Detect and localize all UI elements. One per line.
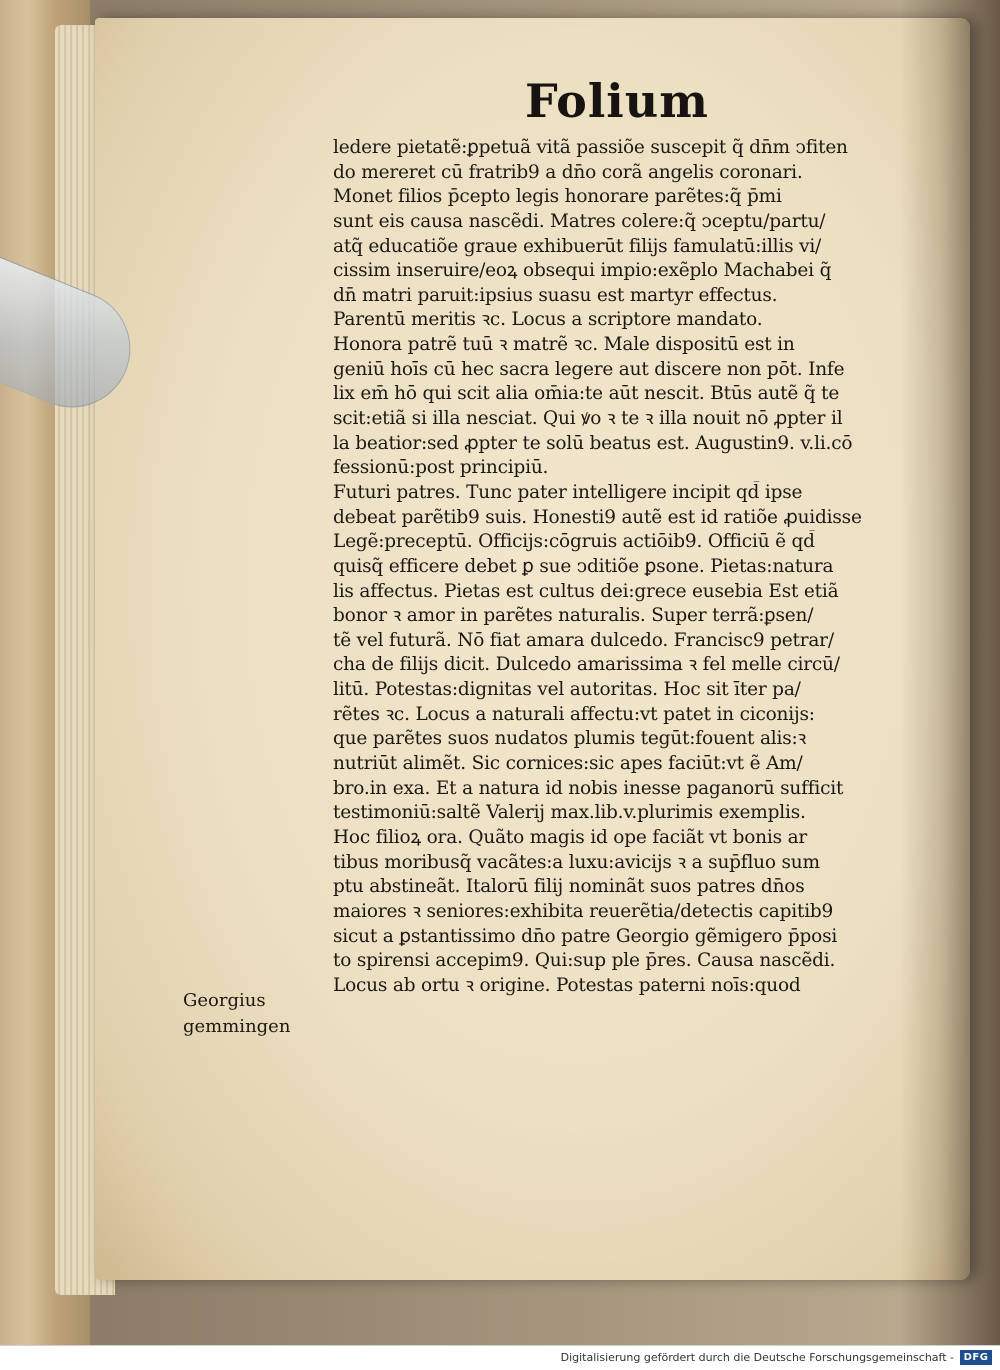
text-line: lix em̄ hō qui scit alia om̄ia:te aūt nescit. Btūs autẽ q̃ te bbox=[333, 383, 840, 405]
footer-credit: Digitalisierung gefördert durch die Deutsche Forschungsgemeinschaft - bbox=[560, 1351, 954, 1364]
text-line: cha de filijs dicit. Dulcedo amarissima ꝛ fel melle circū/ bbox=[333, 654, 840, 676]
marginal-note-line: gemmingen bbox=[183, 1016, 291, 1037]
text-line: Hoc filioꝝ ora. Quãto magis id ope faciãt vt bonis ar bbox=[333, 826, 808, 848]
text-line: sunt eis causa nascẽdi. Matres colere:q̃ ↄceptu/partu/ bbox=[333, 210, 826, 232]
text-line: tibus moribusq̃ vacãtes:a luxu:avicijs ꝛ a sup̄fluo sum bbox=[333, 851, 820, 873]
page-header: Folium bbox=[525, 74, 709, 128]
body-text bbox=[333, 136, 913, 998]
text-line: Futuri patres. Tunc pater intelligere incipit qd̄ ipse bbox=[333, 481, 803, 503]
text-line: cissim inseruire/eoꝝ obsequi impio:exẽplo Machabei q̃ bbox=[333, 260, 832, 282]
text-line: testimoniū:saltẽ Valerij max.lib.v.plurimis exemplis. bbox=[333, 802, 806, 824]
dfg-logo: DFG bbox=[960, 1350, 992, 1365]
text-line: Locus ab ortu ꝛ origine. Potestas paterni noīs:quod bbox=[333, 974, 801, 996]
text-line: dn̄ matri paruit:ipsius suasu est martyr effectus. bbox=[333, 284, 778, 306]
text-line: debeat parẽtib9 suis. Honesti9 autẽ est id ratiõe ꝓuidisse bbox=[333, 506, 862, 528]
text-line: Parentū meritis ꝛc. Locus a scriptore mandato. bbox=[333, 309, 763, 331]
text-line: ledere pietatẽ:ꝑpetuã vitã passiõe suscepit q̃ dn̄m ↄfiten bbox=[333, 137, 848, 158]
text-line: atq̃ educatiõe graue exhibuerūt filijs famulatū:illis vi/ bbox=[333, 235, 822, 257]
marginal-note-line: Georgius bbox=[183, 990, 266, 1011]
text-line: ptu abstineãt. Italorū filij nominãt suos patres dn̄os bbox=[333, 876, 805, 898]
text-line: la beatior:sed ꝓpter te solū beatus est. Augustin9. v.li.cō bbox=[333, 432, 853, 454]
text-line: scit:etiã si illa nesciat. Qui ꝟo ꝛ te ꝛ illa nouit nō ꝓpter il bbox=[333, 408, 843, 430]
marginal-note bbox=[183, 988, 290, 1040]
text-line: bro.in exa. Et a natura id nobis inesse paganorū sufficit bbox=[333, 777, 844, 799]
text-line: nutriūt alimẽt. Sic cornices:sic apes faciūt:vt ẽ Am/ bbox=[333, 753, 803, 775]
text-line: to spirensi accepim9. Qui:sup ple p̄res. Causa nascẽdi. bbox=[333, 950, 836, 972]
text-line: litū. Potestas:dignitas vel autoritas. Hoc sit īter pa/ bbox=[333, 679, 801, 701]
text-line: lis affectus. Pietas est cultus dei:grece eusebia Est etiã bbox=[333, 580, 839, 602]
text-line: Legẽ:preceptū. Officijs:cōgruis actiōib9. Officiū ẽ qd̄ bbox=[333, 531, 815, 553]
text-line: bonor ꝛ amor in parẽtes naturalis. Super terrã:ꝑsen/ bbox=[333, 605, 814, 627]
text-line: quisq̃ efficere debet ꝑ sue ↄditiõe ꝑsone. Pietas:natura bbox=[333, 555, 834, 577]
text-line: Honora patrẽ tuū ꝛ matrẽ ꝛc. Male dispositū est in bbox=[333, 334, 795, 356]
text-line: que parẽtes suos nudatos plumis tegūt:fouent alis:ꝛ bbox=[333, 728, 807, 750]
text-line: do mereret cū fratrib9 a dn̄o corã angelis coronari. bbox=[333, 161, 803, 183]
text-line: rẽtes ꝛc. Locus a naturali affectu:vt patet in ciconijs: bbox=[333, 703, 815, 725]
text-line: tẽ vel futurã. Nō fiat amara dulcedo. Francisc9 petrar/ bbox=[333, 629, 834, 651]
text-line: fessionū:post principiū. bbox=[333, 457, 549, 479]
footer-bar bbox=[0, 1345, 1000, 1370]
text-line: sicut a ꝑstantissimo dn̄o patre Georgio gẽmigero p̄posi bbox=[333, 925, 838, 947]
text-line: Monet filios p̄cepto legis honorare parẽtes:q̃ p̄mi bbox=[333, 186, 782, 208]
text-line: maiores ꝛ seniores:exhibita reuerẽtia/detectis capitib9 bbox=[333, 900, 834, 922]
text-line: geniū hoīs cū hec sacra legere aut discere non pōt. Infe bbox=[333, 358, 845, 380]
